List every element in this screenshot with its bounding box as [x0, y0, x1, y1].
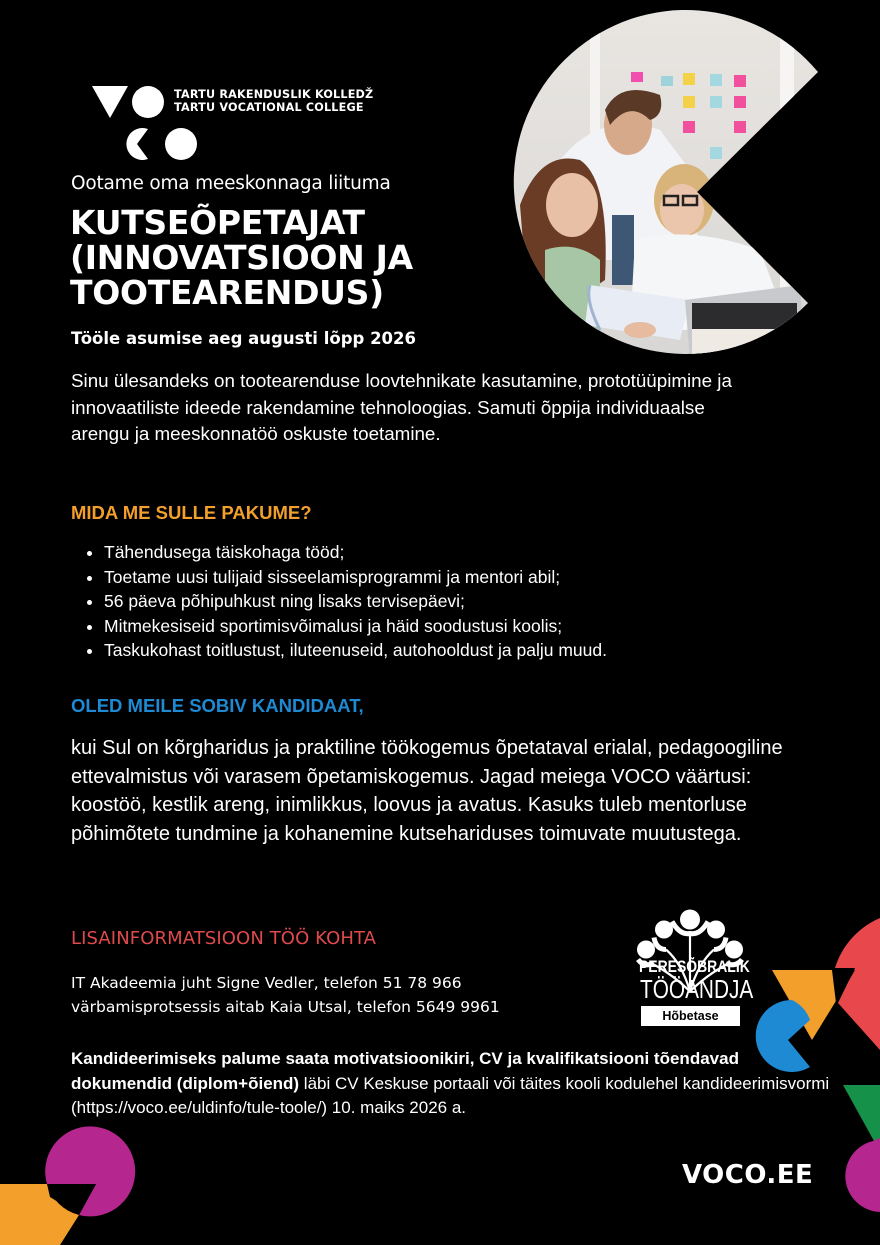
job-title-line-1: KUTSEÕPETAJAT	[70, 203, 365, 242]
red-circle-shape	[835, 918, 880, 1050]
college-name-en: TARTU VOCATIONAL COLLEGE	[174, 101, 364, 114]
application-instructions	[71, 1047, 831, 1121]
magenta-circle-right-shape	[845, 1138, 880, 1212]
orange-triangle-shape	[772, 970, 855, 1040]
intro-text: Ootame oma meeskonnaga liituma	[71, 173, 391, 194]
info-heading: LISAINFORMATSIOON TÖÖ KOHTA	[71, 928, 377, 949]
college-name-et: TARTU RAKENDUSLIK KOLLEDŽ	[174, 88, 374, 101]
badge-subtitle: TÖÖANDJA	[640, 974, 754, 1004]
badge-level: Hõbetase	[641, 1006, 740, 1026]
offer-item: • Taskukohast toitlustust, iluteenuseid, autohooldust ja palju muud.	[104, 638, 607, 663]
offer-item: • Toetame uusi tulijaid sisseelamisprogrammi ja mentori abil;	[104, 565, 607, 590]
college-name	[174, 88, 373, 114]
offer-item: • 56 päeva põhipuhkust ning lisaks tervisepäevi;	[104, 589, 607, 614]
magenta-pacman-shape	[45, 1126, 135, 1216]
offer-item: • Tähendusega täiskohaga tööd;	[104, 540, 607, 565]
offer-list	[80, 540, 607, 663]
job-title-line-3: TOOTEARENDUS)	[70, 273, 384, 312]
green-triangle-shape	[843, 1085, 880, 1141]
start-date: Tööle asumise aeg augusti lõpp 2026	[71, 329, 416, 348]
job-title-line-2: (INNOVATSIOON JA	[70, 238, 413, 277]
candidate-heading: OLED MEILE SOBIV KANDIDAAT,	[71, 695, 364, 716]
job-description: Sinu ülesandeks on tootearenduse loovtehnikate kasutamine, prototüüpimine ja innovaatiliste ideede rakendamine tehnoloogias. Samuti õppija individuaalse arengu ja meeskonnatöö oskuste toetamine.	[71, 370, 732, 444]
contact-line-2: värbamisprotsessis aitab Kaia Utsal, telefon 5649 9961	[71, 998, 500, 1016]
contact-info	[71, 971, 500, 1019]
badge-title: PERESÕBRALIK	[639, 957, 750, 976]
website-link[interactable]: VOCO.EE	[682, 1160, 814, 1190]
application-bold: Kandideerimiseks palume saata motivatsioonikiri, CV ja kvalifikatsiooni tõendavad dokumendid (diplom+õiend)	[71, 1049, 739, 1093]
contact-line-1: IT Akadeemia juht Signe Vedler, telefon 51 78 966	[71, 974, 462, 992]
job-title	[70, 205, 413, 310]
orange-polygon-shape	[0, 1184, 79, 1245]
application-rest: läbi CV Keskuse portaali või täites kooli kodulehel kandideerimisvormi (https://voco.ee/uldinfo/tule-toole/) 10. maiks 2026 a.	[71, 1073, 830, 1117]
candidate-text: kui Sul on kõrgharidus ja praktiline töökogemus õpetataval erialal, pedagoogiline ettevalmistus või varasem õpetamiskogemus. Jagad meiega VOCO väärtusi: koostöö, kestlik areng, inimlikkus, loovus ja avatus. Kasuks tuleb mentorluse põhimõtete tundmine ja kohanemine kutsehariduses toimuvate muutustega.	[71, 737, 783, 845]
offer-heading: MIDA ME SULLE PAKUME?	[71, 502, 312, 523]
offer-item: • Mitmekesiseid sportimisvõimalusi ja häid soodustusi koolis;	[104, 614, 607, 639]
